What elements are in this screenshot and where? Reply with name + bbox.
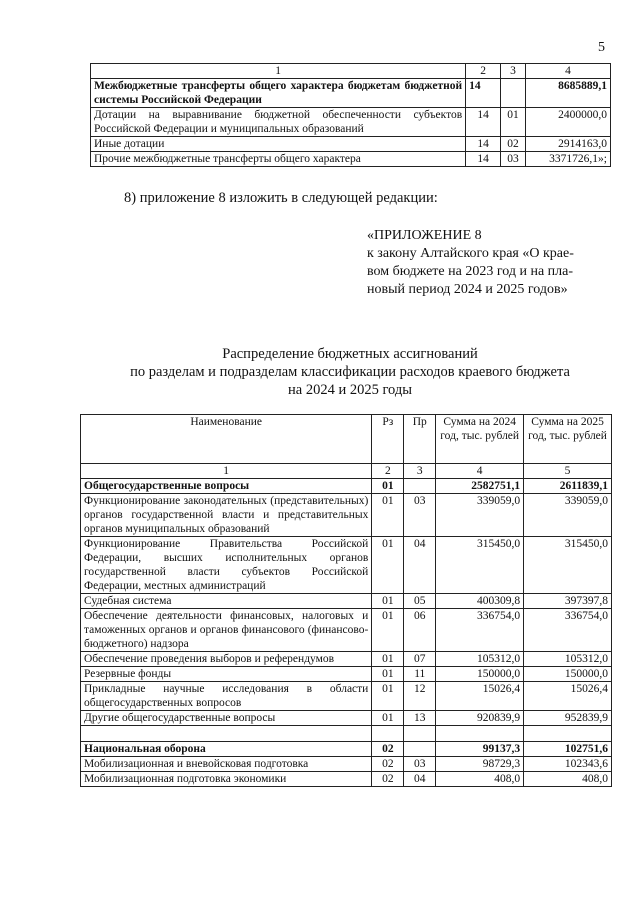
- row-sum-2025: 315450,0: [524, 537, 612, 594]
- table-row: [91, 108, 611, 137]
- header-rz: Рз: [372, 415, 404, 464]
- row-name: [81, 726, 372, 742]
- table-row: [81, 652, 612, 667]
- row-name: Судебная система: [81, 594, 372, 609]
- row-sum-2024: 336754,0: [436, 609, 524, 652]
- row-pr: 07: [404, 652, 436, 667]
- row-sum: 3371726,1»;: [526, 152, 611, 167]
- row-rz: 01: [372, 667, 404, 682]
- row-pr: 12: [404, 682, 436, 711]
- row-name: Общегосударственные вопросы: [81, 479, 372, 494]
- row-name: Функционирование законодательных (представительных) органов государственной власти и представительных органов муниципальных образований: [81, 494, 372, 537]
- header-pr: Пр: [404, 415, 436, 464]
- row-sum-2024: 315450,0: [436, 537, 524, 594]
- row-rz: 01: [372, 652, 404, 667]
- table-row-empty: [81, 726, 612, 742]
- col-number-4: 4: [526, 64, 611, 79]
- row-rz: 01: [372, 711, 404, 726]
- row-sum: 2400000,0: [526, 108, 611, 137]
- row-pr: 02: [501, 137, 526, 152]
- appendix-heading: [367, 227, 607, 299]
- row-name: Резервные фонды: [81, 667, 372, 682]
- row-name: Национальная оборона: [81, 742, 372, 757]
- row-rz: 01: [372, 479, 404, 494]
- col-number-3: 3: [501, 64, 526, 79]
- table-row: [81, 772, 612, 787]
- document-title-line-1: Распределение бюджетных ассигнований: [222, 346, 478, 362]
- table-row: [81, 609, 612, 652]
- row-pr: [404, 742, 436, 757]
- header-sum-2024: Сумма на 2024 год, тыс. рублей: [436, 415, 524, 464]
- row-rz: 02: [372, 742, 404, 757]
- row-pr: 03: [404, 494, 436, 537]
- document-title-line-3: на 2024 и 2025 годы: [288, 382, 412, 398]
- row-pr: 03: [501, 152, 526, 167]
- col-number-4: 4: [436, 464, 524, 479]
- row-sum-2025: 336754,0: [524, 609, 612, 652]
- row-sum-2025: [524, 726, 612, 742]
- row-rz: 01: [372, 609, 404, 652]
- table-row: [91, 137, 611, 152]
- row-sum-2024: 920839,9: [436, 711, 524, 726]
- row-pr: [404, 726, 436, 742]
- col-number-2: 2: [466, 64, 501, 79]
- row-sum-2024: 98729,3: [436, 757, 524, 772]
- row-sum: 2914163,0: [526, 137, 611, 152]
- row-sum-2024: 339059,0: [436, 494, 524, 537]
- allocation-table: [80, 414, 612, 787]
- row-rz: 14: [466, 152, 501, 167]
- row-name: Функционирование Правительства Российской Федерации, высших исполнительных органов государственной власти субъектов Российской Федерации, местных администраций: [81, 537, 372, 594]
- row-rz: 01: [372, 594, 404, 609]
- row-name: Другие общегосударственные вопросы: [81, 711, 372, 726]
- col-number-3: 3: [404, 464, 436, 479]
- row-sum-2025: 339059,0: [524, 494, 612, 537]
- appendix-line: к закону Алтайского края «О крае-: [367, 246, 574, 261]
- row-rz: 01: [372, 494, 404, 537]
- row-sum-2024: [436, 726, 524, 742]
- row-sum-2025: 102751,6: [524, 742, 612, 757]
- transfers-table: [90, 63, 611, 167]
- row-rz: 01: [372, 537, 404, 594]
- column-numbering-row: [81, 464, 612, 479]
- row-rz: 14: [466, 137, 501, 152]
- row-rz: 01: [372, 682, 404, 711]
- row-sum-2024: 99137,3: [436, 742, 524, 757]
- appendix-title: «ПРИЛОЖЕНИЕ 8: [367, 228, 482, 243]
- col-number-2: 2: [372, 464, 404, 479]
- row-pr: 11: [404, 667, 436, 682]
- row-sum-2024: 15026,4: [436, 682, 524, 711]
- row-name: Мобилизационная и вневойсковая подготовка: [81, 757, 372, 772]
- table-row: [81, 757, 612, 772]
- appendix-line: вом бюджете на 2023 год и на пла-: [367, 264, 574, 279]
- appendix-line: новый период 2024 и 2025 годов»: [367, 282, 568, 297]
- row-sum-2025: 105312,0: [524, 652, 612, 667]
- row-pr: 13: [404, 711, 436, 726]
- page-number: 5: [598, 40, 605, 55]
- amendment-instruction: 8) приложение 8 изложить в следующей редакции:: [124, 190, 438, 206]
- table-row: [91, 152, 611, 167]
- row-sum-2024: 105312,0: [436, 652, 524, 667]
- table-header-row: [91, 64, 611, 79]
- table-row: [81, 667, 612, 682]
- table-header-row: [81, 415, 612, 464]
- row-name: Межбюджетные трансферты общего характера бюджетам бюджетной системы Российской Федерации: [91, 79, 466, 108]
- row-name: Обеспечение проведения выборов и референдумов: [81, 652, 372, 667]
- row-name: Дотации на выравнивание бюджетной обеспеченности субъектов Российской Федерации и муниципальных образований: [91, 108, 466, 137]
- row-pr: 01: [501, 108, 526, 137]
- row-name: Обеспечение деятельности финансовых, налоговых и таможенных органов и органов финансового (финансово-бюджетного) надзора: [81, 609, 372, 652]
- row-pr: 04: [404, 537, 436, 594]
- row-rz: 14: [466, 79, 501, 108]
- row-pr: 03: [404, 757, 436, 772]
- col-number-1: 1: [81, 464, 372, 479]
- row-pr: 04: [404, 772, 436, 787]
- document-title-line-2: по разделам и подразделам классификации расходов краевого бюджета: [130, 364, 570, 380]
- row-sum-2024: 400309,8: [436, 594, 524, 609]
- row-rz: 02: [372, 757, 404, 772]
- table-row: [81, 594, 612, 609]
- col-number-5: 5: [524, 464, 612, 479]
- row-sum-2025: 397397,8: [524, 594, 612, 609]
- table-row: [81, 682, 612, 711]
- row-sum-2025: 408,0: [524, 772, 612, 787]
- row-sum-2025: 102343,6: [524, 757, 612, 772]
- row-rz: [372, 726, 404, 742]
- header-name: Наименование: [81, 415, 372, 464]
- table-row: [81, 479, 612, 494]
- row-sum-2025: 952839,9: [524, 711, 612, 726]
- row-sum-2024: 2582751,1: [436, 479, 524, 494]
- table-row: [81, 711, 612, 726]
- row-name: Иные дотации: [91, 137, 466, 152]
- row-pr: [404, 479, 436, 494]
- row-sum-2024: 150000,0: [436, 667, 524, 682]
- header-sum-2025: Сумма на 2025 год, тыс. рублей: [524, 415, 612, 464]
- row-name: Прикладные научные исследования в области общегосударственных вопросов: [81, 682, 372, 711]
- row-sum-2024: 408,0: [436, 772, 524, 787]
- row-rz: 14: [466, 108, 501, 137]
- row-pr: 05: [404, 594, 436, 609]
- row-name: Прочие межбюджетные трансферты общего характера: [91, 152, 466, 167]
- row-pr: 06: [404, 609, 436, 652]
- table-row: [81, 494, 612, 537]
- table-row: [81, 742, 612, 757]
- table-row: [91, 79, 611, 108]
- table-row: [81, 537, 612, 594]
- col-number-1: 1: [91, 64, 466, 79]
- row-rz: 02: [372, 772, 404, 787]
- row-sum-2025: 15026,4: [524, 682, 612, 711]
- row-sum: 8685889,1: [526, 79, 611, 108]
- row-sum-2025: 150000,0: [524, 667, 612, 682]
- row-sum-2025: 2611839,1: [524, 479, 612, 494]
- row-pr: [501, 79, 526, 108]
- row-name: Мобилизационная подготовка экономики: [81, 772, 372, 787]
